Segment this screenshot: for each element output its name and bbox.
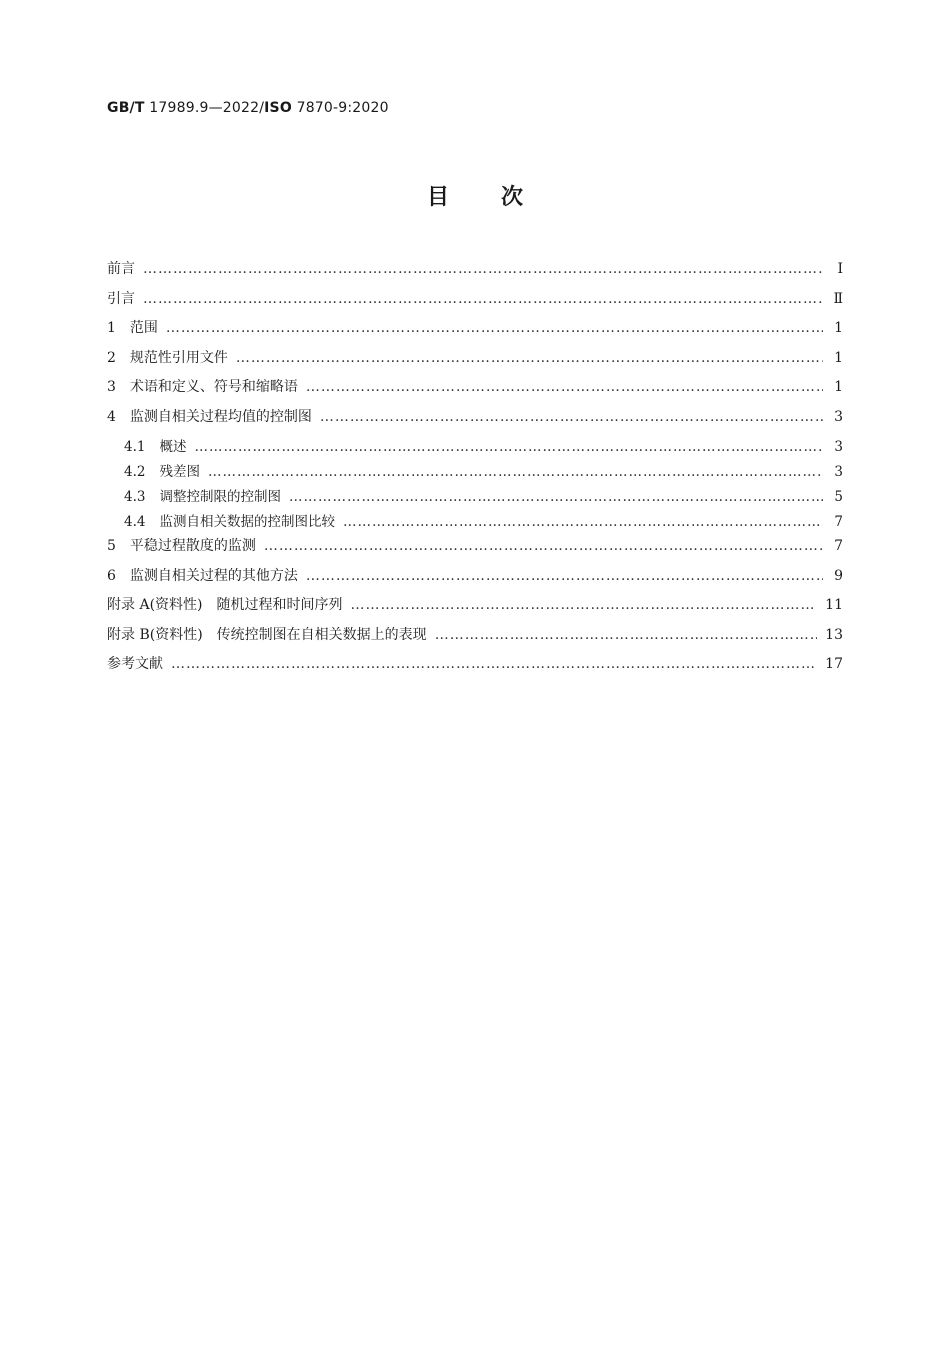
iso-number: 7870-9:2020 [296,100,389,116]
toc-leader [435,627,817,643]
toc-entry[interactable] [107,376,843,406]
toc-number: 附录 A [107,597,150,613]
toc-leader [320,409,823,425]
toc-page: 1 [834,320,843,336]
toc-number: 附录 B [107,626,150,643]
toc-leader [264,538,823,554]
toc-leader [289,489,823,505]
toc-number: 4.1 [124,439,146,455]
toc-label: 规范性引用文件 [129,349,228,366]
toc-label: 术语和定义、符号和缩略语 [129,379,298,395]
toc-entry[interactable] [107,317,843,347]
toc-label: 概述 [159,439,187,455]
toc-page: 7 [834,538,843,554]
toc-page: 13 [825,626,843,643]
toc-label: 监测自相关过程的其他方法 [129,567,298,584]
toc-leader [143,291,823,307]
toc-number: 1 [107,320,116,336]
toc-entry[interactable] [107,288,843,318]
toc-leader [351,597,818,613]
toc-leader [208,464,823,480]
toc-entry[interactable] [107,435,843,460]
std-code: GB/T [107,100,145,116]
toc-entry[interactable] [107,510,843,535]
toc-leader [166,320,823,336]
toc-number: 6 [107,567,116,584]
toc-leader [306,379,823,395]
toc-page: 9 [834,567,843,584]
toc-entry[interactable] [107,485,843,510]
toc-number: 4.2 [124,464,146,480]
toc-page: 11 [825,597,843,613]
toc-entry[interactable] [107,460,843,485]
toc-leader [194,439,823,455]
toc-number: 3 [107,379,116,395]
toc-number: 5 [107,538,116,554]
toc-leader [171,656,817,672]
toc-entry[interactable] [107,258,843,288]
toc-entry[interactable] [107,535,843,565]
toc-number: 2 [107,349,116,366]
toc-label: 监测自相关过程均值的控制图 [129,408,312,425]
toc-entry[interactable] [107,406,843,436]
toc-leader [306,568,823,584]
document-header [107,100,389,116]
toc-label: (资料性) 传统控制图在自相关数据上的表现 [149,626,427,643]
toc-entry[interactable] [107,594,843,624]
toc-page: 5 [834,489,843,505]
toc-page: Ⅱ [833,290,843,307]
toc-entry[interactable] [107,565,843,595]
toc-number: 4 [107,408,116,425]
toc-page: 3 [834,408,843,425]
table-of-contents [107,258,843,683]
toc-label: 监测自相关数据的控制图比较 [159,514,335,530]
toc-label: 引言 [107,290,135,307]
toc-page: 7 [834,514,843,530]
toc-leader [143,261,823,277]
std-number: 17989.9—2022/ [149,100,265,116]
toc-leader [343,514,823,530]
toc-label: (资料性) 随机过程和时间序列 [149,597,343,613]
toc-number: 4.3 [124,489,146,505]
toc-page: 17 [825,656,843,672]
toc-label: 参考文献 [107,656,163,672]
toc-page: 3 [834,439,843,455]
toc-entry[interactable] [107,653,843,683]
toc-number: 4.4 [124,514,146,530]
toc-leader [236,350,823,366]
toc-label: 平稳过程散度的监测 [129,538,256,554]
toc-page: 1 [834,349,843,366]
toc-label: 前言 [107,261,135,277]
page-title: 目次 [426,185,575,210]
toc-page: 3 [834,464,843,480]
toc-label: 残差图 [159,464,200,480]
toc-label: 范围 [129,320,158,336]
iso-code: ISO [264,100,292,116]
toc-page: Ⅰ [837,261,843,277]
toc-page: 1 [834,379,843,395]
toc-label: 调整控制限的控制图 [159,489,281,505]
toc-entry[interactable] [107,347,843,377]
toc-entry[interactable] [107,624,843,654]
